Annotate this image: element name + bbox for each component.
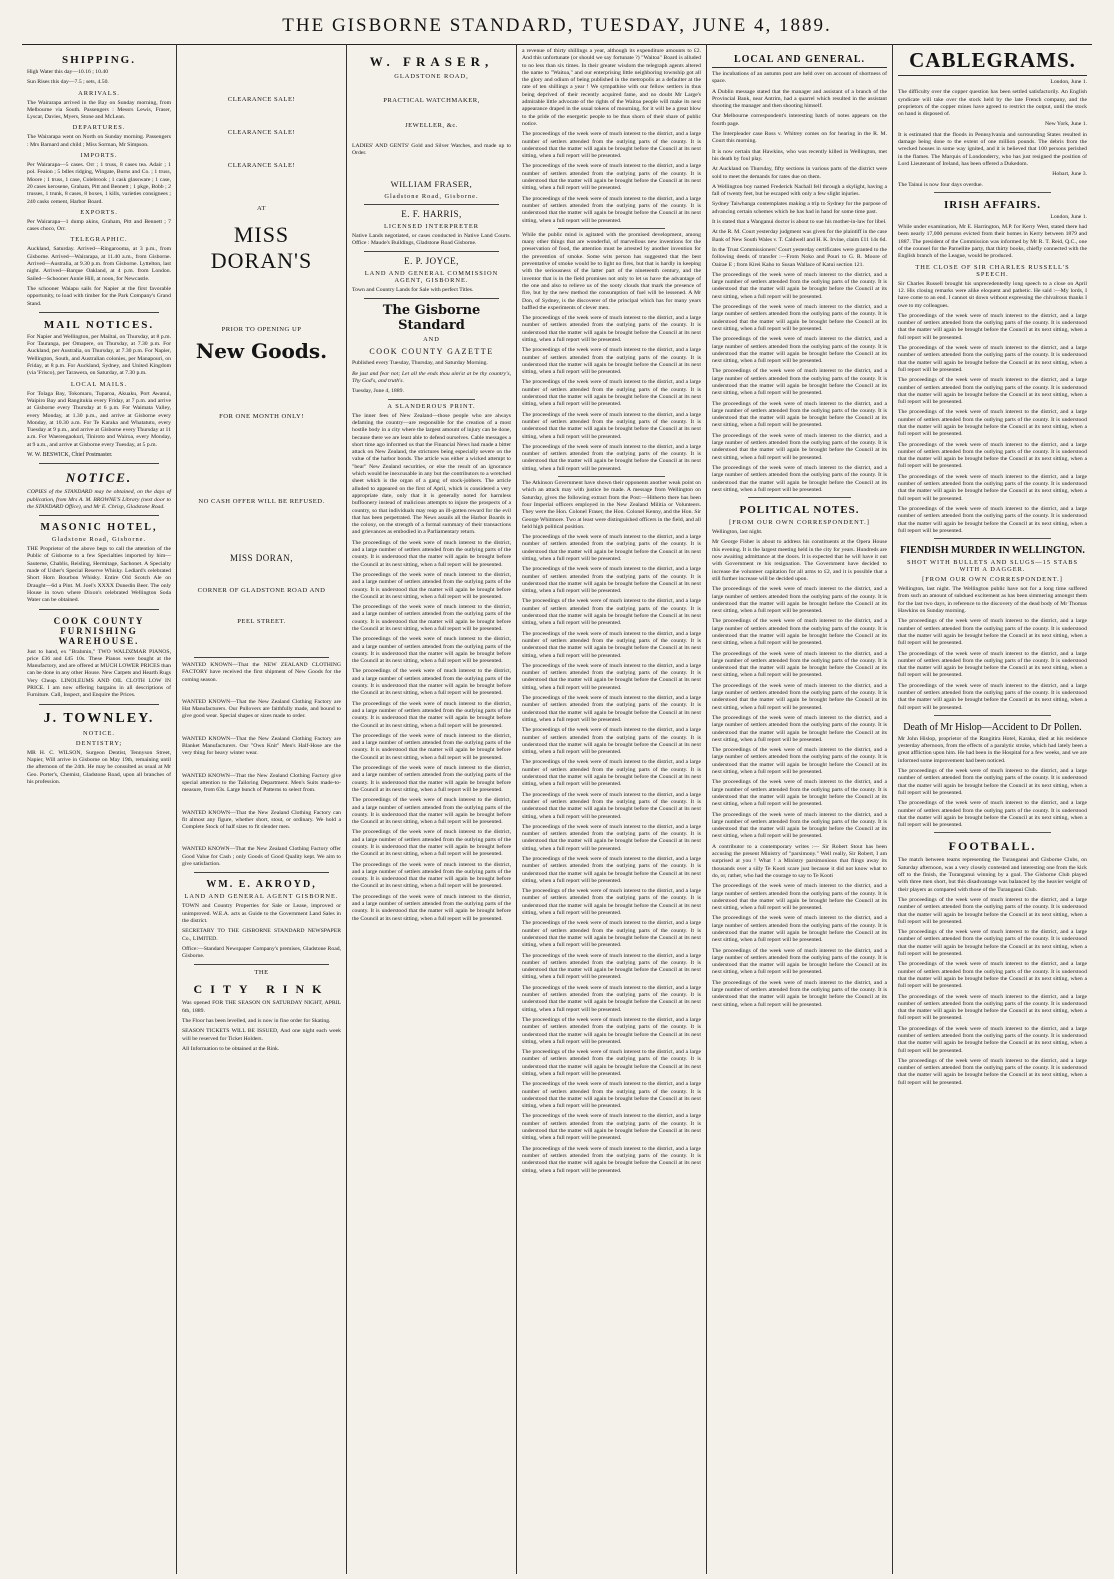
masonic-address: Gladstone Road, Gisborne. [51, 536, 147, 544]
filler-text: The proceedings of the week were of much interest to the district, and a large number of settlers attended from the outlying parts of the county. It is understood that the matter will again be brought before the Council at its next sitting, when a full report will be presented. [712, 586, 887, 615]
departures-text: The Wairarapa went on North on Sunday morning. Passengers : Mrs Barnard and child ; Miss Sorman, Mr Simpson. [27, 134, 171, 148]
filler-text: The proceedings of the week were of much interest to the district, and a large number of settlers attended from the outlying parts of the county. It is understood that the matter will again be brought before the Council at its next sitting, when a full report will be presented. [712, 432, 887, 461]
filler-text: The proceedings of the week were of much interest to the district, and a large number of settlers attended from the outlying parts of the county. It is understood that the matter will again be brought before the Council at its next sitting, when a full report will be presented. [522, 315, 701, 343]
dateline: Tuesday, June 4, 1889. [352, 388, 404, 395]
clearance-sale-1: CLEARANCE SALE! [227, 96, 296, 103]
notice-heading: NOTICE. [65, 470, 133, 486]
columns [22, 44, 1092, 1574]
fiendish-murder-subheading: SHOT WITH BULLETS AND SLUGS—15 STABS WITH A DAGGER. [906, 559, 1079, 574]
filler-text: The proceedings of the week were of much interest to the district, and a large number of settlers attended from the outlying parts of the county. It is understood that the matter will again be brought before the Council at its next sitting, when a full report will be presented. [352, 861, 511, 890]
filler-text: The proceedings of the week were of much interest to the district, and a large number of settlers attended from the outlying parts of the county. It is understood that the matter will again be brought before the Council at its next sitting, when a full report will be presented. [712, 271, 887, 300]
rink-info: All Information to be obtained at the Rink. [182, 1045, 280, 1052]
filler-text: The proceedings of the week were of much interest to the district, and a large number of settlers attended from the outlying parts of the county. It is understood that the matter will again be brought before the Council at its next sitting, when a full report will be presented. [522, 1049, 701, 1077]
filler-text: The proceedings of the week were of much interest to the district, and a large number of settlers attended from the outlying parts of the county. It is understood that the matter will again be brought before the Council at its next sitting, when a full report will be presented. [712, 650, 887, 679]
cable-text: It is estimated that the floods in Pennsylvania and surrounding States resulted in damage being done to the extent of one million pounds. The debris from the wrecked houses in some way ignited, and it is believed that 100 persons perished in the flames. The Marquis of Londonderry, who has just resigned the position of Lord Lieutenant of Ireland, has been offered a Dukedom. [898, 131, 1087, 167]
filler-text: The proceedings of the week were of much interest to the district, and a large number of settlers attended from the outlying parts of the county. It is understood that the matter will again be brought before the Council at its next sitting, when a full report will be presented. [352, 571, 511, 600]
filler-text: The proceedings of the week were of much interest to the district, and a large number of settlers attended from the outlying parts of the county. It is understood that the matter will again be brought before the Council at its next sitting, when a full report will be presented. [522, 534, 701, 562]
cablegrams-heading: CABLEGRAMS. [898, 48, 1087, 76]
filler-text: The proceedings of the week were of much interest to the district, and a large number of settlers attended from the outlying parts of the county. It is understood that the matter will again be brought before the Council at its next sitting, when a full report will be presented. [898, 993, 1087, 1022]
no-cash-offer: NO CASH OFFER WILL BE REFUSED. [198, 498, 325, 505]
political-notes-heading: POLITICAL NOTES. [739, 504, 860, 517]
cable-text: The Tainui is now four days overdue. [898, 181, 983, 188]
watchmaker-line: PRACTICAL WATCHMAKER, [383, 97, 480, 104]
local-item: Our Melbourne correspondent's interesting batch of notes appears on the fourth page. [712, 113, 887, 127]
filler-text: The proceedings of the week were of much interest to the district, and a large number of settlers attended from the outlying parts of the county. It is understood that the matter will again be brought before the Council at its next sitting, when a full report will be presented. [712, 714, 887, 743]
filler-text: The proceedings of the week were of much interest to the district, and a large number of settlers attended from the outlying parts of the county. It is understood that the matter will again be brought before the Council at its next sitting, when a full report will be presented. [522, 411, 701, 440]
column-cablegrams [892, 44, 1092, 1574]
peel-street: PEEL STREET. [237, 618, 286, 625]
filler-text: The proceedings of the week were of much interest to the district, and a large number of settlers attended from the outlying parts of the county. It is understood that the matter will again be brought before the Council at its next sitting, when a full report will be presented. [898, 409, 1087, 438]
football-heading: FOOTBALL. [948, 839, 1037, 854]
filler-text: The proceedings of the week were of much interest to the district, and a large number of settlers attended from the outlying parts of the county. It is understood that the matter will again be brought before the Council at its next sitting, when a full report will be presented. [712, 979, 887, 1008]
filler-text: The proceedings of the week were of much interest to the district, and a large number of settlers attended from the outlying parts of the county. It is understood that the matter will again be brought before the Council at its next sitting, when a full report will be presented. [898, 682, 1087, 711]
fiendish-murder-text: Wellington, last night. The Wellington public have not for a long time suffered from such an amount of subdued excitement as has been simmering amongst them for the last two days, in reference to the discovery of the dead body of Mr Thomas Hawkins on Sunday morning. [898, 586, 1087, 615]
filler-text: The proceedings of the week were of much interest to the district, and a large number of settlers attended from the outlying parts of the county. It is understood that the matter will again be brought before the Council at its next sitting, when a full report will be presented. [522, 195, 701, 224]
irish-text: While under examination, Mr E. Harrington, M.P. for Kerry West, stated there had been nearly 17,000 persons evicted from their homes in Kerry between 1879 and 1887. The president of the Commission was informed by Mr R. T. Reid, Q.C., one of the counsel for the Parnellite party, that thirty books, chiefly connected with the English branch of the League, would be produced. [898, 224, 1087, 260]
filler-text: The proceedings of the week were of much interest to the district, and a large number of settlers attended from the outlying parts of the county. It is understood that the matter will again be brought before the Council at its next sitting, when a full report will be presented. [898, 929, 1087, 958]
local-item: A Dublin message stated that the manager and assistant of a branch of the Provincial Bank, near Antrim, had a quarrel which resulted in the assistant shooting the manager and then shooting himself. [712, 88, 887, 110]
filler-text: The proceedings of the week were of much interest to the district, and a large number of settlers attended from the outlying parts of the county. It is understood that the matter will again be brought before the Council at its next sitting, when a full report will be presented. [712, 304, 887, 332]
at-label: AT [256, 205, 267, 212]
filler-text: The proceedings of the week were of much interest to the district, and a large number of settlers attended from the outlying parts of the county. It is understood that the matter will again be brought before the Council at its next sitting, when a full report will be presented. [898, 312, 1087, 341]
telegraphic-heading: TELEGRAPHIC. [70, 236, 128, 244]
filler-text: The proceedings of the week were of much interest to the district, and a large number of settlers attended from the outlying parts of the county. It is understood that the matter will again be brought before the Council at its next sitting, when a full report will be presented. [712, 779, 887, 808]
divider [39, 609, 159, 610]
local-item: At the R. M. Court yesterday judgment was given for the plaintiff in the case Bank of New South Wales v. T. Caldwell and H. K. Irvine, claim £11 14s 6d. [712, 229, 887, 243]
filler-text: The proceedings of the week were of much interest to the district, and a large number of settlers attended from the outlying parts of the county. It is understood that the matter will again be brought before the Council at its next sitting, when a full report will be presented. [522, 1145, 701, 1174]
filler-text: The proceedings of the week were of much interest to the district, and a large number of settlers attended from the outlying parts of the county. It is understood that the matter will again be brought before the Council at its next sitting, when a full report will be presented. [898, 377, 1087, 406]
cook-county-heading: COOK COUNTY FURNISHING WAREHOUSE. [53, 615, 145, 646]
postmaster: W. W. BESWICK, Chief Postmaster. [27, 451, 113, 458]
local-general-heading: LOCAL AND GENERAL. [712, 54, 887, 68]
filler-text: The proceedings of the week were of much interest to the district, and a large number of settlers attended from the outlying parts of the county. It is understood that the matter will again be brought before the Council at its next sitting, when a full report will be presented. [898, 345, 1087, 373]
miss-dorans-heading: MISS DORAN'S [210, 222, 313, 273]
local-item: The Interpleader case Ross v. Whitrey comes on for hearing in the R. M. Court this morning. [712, 131, 887, 145]
filler-text: The proceedings of the week were of much interest to the district, and a large number of settlers attended from the outlying parts of the county. It is understood that the matter will again be brought before the Council at its next sitting, when a full report will be presented. [522, 920, 701, 949]
divider [39, 463, 159, 464]
fiendish-murder-source: [FROM OUR OWN CORRESPONDENT.] [922, 576, 1063, 584]
death-heading: Death of Mr Hislop—Accident to Dr Pollen. [903, 721, 1082, 733]
divider [748, 497, 851, 498]
divider [558, 476, 665, 477]
cable-date: London, June 1. [1050, 79, 1087, 85]
arrivals-text: The Wairarapa arrived in the Bay on Sunday morning, from Melbourne via South. Passengers : Messrs Lewis, Fraser, Lyscar, Davies, Myers, Stone and McLean. [27, 99, 171, 121]
filler-text: The proceedings of the week were of much interest to the district, and a large number of settlers attended from the outlying parts of the county. It is understood that the matter will again be brought before the Council at its next sitting, when a full report will be presented. [712, 811, 887, 840]
filler-text: The proceedings of the week were of much interest to the district, and a large number of settlers attended from the outlying parts of the county. It is understood that the matter will again be brought before the Council at its next sitting, when a full report will be presented. [522, 727, 701, 756]
smoke-text: While the public mind is agitated with the promised development, among many other things that are wonderful, of marvellous new inventions for the preservation of food, the attention must be arrested by another invention for the prevention of smoke. Some wits person has suggested that the best preventative of smoke would be to light no fires, but that is hardly in keeping with the seriousness of the latter part of the nineteenth century, and the inventor that is in the field promises not only to let us have the advantage of the one and also to relieve us of the sooty clouds that mark the presence of fire, but by the new method the consumption of fuel will be lessened. A Mr Don, of Sydney, is the discoverer of the principal which has for many years baffled the experiments of clever men. [522, 231, 701, 311]
filler-text: The proceedings of the week were of much interest to the district, and a large number of settlers attended from the outlying parts of the county. It is understood that the matter will again be brought before the Council at its next sitting, when a full report will be presented. [522, 163, 701, 192]
office-line: Office:—Standard Newspaper Company's premises, Gladstone Road, Gisborne. [182, 945, 341, 960]
divider [364, 298, 499, 299]
political-date: Wellington, last night. [712, 529, 763, 536]
cable-date: London, June 1. [1050, 213, 1087, 220]
divider [934, 832, 1051, 833]
divider [39, 704, 159, 705]
filler-text: The proceedings of the week were of much interest to the district, and a large number of settlers attended from the outlying parts of the county. It is understood that the matter will again be brought before the Council at its next sitting, when a full report will be presented. [522, 1113, 701, 1142]
filler-text: The proceedings of the week were of much interest to the district, and a large number of settlers attended from the outlying parts of the county. It is understood that the matter will again be brought before the Council at its next sitting, when a full report will be presented. [712, 368, 887, 397]
football-text: The match between teams representing the Turanganui and Gisborne Clubs, on Saturday afternoon, was a very closely contested and interesting one from the kick off to the finish, the Turanganui winning by a goal. The Gisborne Club played with three men short, but this disadvantage was balanced by the heavier weight of their players as compared with those of the Turanganui Club. [898, 857, 1087, 893]
masthead: THE GISBORNE STANDARD, TUESDAY, JUNE 4, 1889. [282, 15, 832, 36]
divider [934, 715, 1051, 716]
filler-text: The proceedings of the week were of much interest to the district, and a large number of settlers attended from the outlying parts of the county. It is understood that the matter will again be brought before the Council at its next sitting, when a full report will be presented. [522, 379, 701, 408]
imports-heading: IMPORTS. [80, 152, 118, 160]
divider [194, 964, 329, 965]
corner-line: CORNER OF GLADSTONE ROAD AND [197, 587, 326, 594]
local-mails-heading: LOCAL MAILS. [70, 380, 128, 388]
wanted-known-2: WANTED KNOWN—That the New Zealand Clothing Factory are Hat Manufacturers. Our Pullovers are faithfully made, and bound to give good wear. Special shapes or sizes made to order. [182, 698, 341, 720]
filler-text: The proceedings of the week were of much interest to the district, and a large number of settlers attended from the outlying parts of the county. It is understood that the matter will again be brought before the Council at its next sitting, when a full report will be presented. [522, 443, 701, 472]
spacer [182, 48, 341, 92]
filler-text: The proceedings of the week were of much interest to the district, and a large number of settlers attended from the outlying parts of the county. It is understood that the matter will again be brought before the Council at its next sitting, when a full report will be presented. [522, 791, 701, 820]
filler-text: The proceedings of the week were of much interest to the district, and a large number of settlers attended from the outlying parts of the county. It is understood that the matter will again be brought before the Council at its next sitting, when a full report will be presented. [898, 1057, 1087, 1086]
cable-text: The difficulty over the copper question has been settled satisfactorily. An English syndicate will take over the stock held by the late French company, and the proprietors of the copper mines have agreed to restrict the output, until the stock on hand is disposed of. [898, 89, 1087, 118]
dentistry-heading: DENTISTRY; [75, 739, 123, 747]
filler-text: The proceedings of the week were of much interest to the district, and a large number of settlers attended from the outlying parts of the county. It is understood that the matter will again be brought before the Council at its next sitting, when a full report will be presented. [712, 400, 887, 429]
wanted-known-6: WANTED KNOWN—That the New Zealand Clothing Factory offer Good Value for Cash ; only Goods of Good Quality kept. We aim to give satisfaction. [182, 846, 341, 868]
filler-text: The proceedings of the week were of much interest to the district, and a large number of settlers attended from the outlying parts of the county. It is understood that the matter will again be brought before the Council at its next sitting, when a full report will be presented. [352, 604, 511, 632]
harris-title: LICENSED INTERPRETER [383, 222, 480, 230]
filler-text: The proceedings of the week were of much interest to the district, and a large number of settlers attended from the outlying parts of the county. It is understood that the matter will again be brought before the Council at its next sitting, when a full report will be presented. [898, 505, 1087, 534]
harris-text: Native Lands negotiated, or cases conducted in Native Land Courts. Office : Maude's Buildings, Gladstone Road Gisborne. [352, 232, 511, 246]
divider [194, 657, 329, 658]
filler-text: The proceedings of the week were of much interest to the district, and a large number of settlers attended from the outlying parts of the county. It is understood that the matter will again be brought before the Council at its next sitting, when a full report will be presented. [898, 800, 1087, 829]
departures-heading: DEPARTURES. [72, 124, 126, 132]
filler-text: The proceedings of the week were of much interest to the district, and a large number of settlers attended from the outlying parts of the county. It is understood that the matter will again be brought before the Council at its next sitting, when a full report will be presented. [522, 952, 701, 981]
filler-text: The proceedings of the week were of much interest to the district, and a large number of settlers attended from the outlying parts of the county. It is understood that the matter will again be brought before the Council at its next sitting, when a full report will be presented. [898, 896, 1087, 925]
shipping-heading: SHIPPING. [62, 54, 136, 66]
filler-text: The proceedings of the week were of much interest to the district, and a large number of settlers attended from the outlying parts of the county. It is understood that the matter will again be brought before the Council at its next sitting, when a full report will be presented. [712, 336, 887, 365]
wanted-known-5: WANTED KNOWN—That the New Zealand Clothing Factory can fit almost any figure, whether short, stout, or ordinary. We hold a Complete Stock of half sizes to fit slender men. [182, 809, 341, 831]
defence-text: The Atkinson Government have shown their opponents another weak point on which an attack may with justice be made. A message from Wellington on Saturday, gives the following extract from the Post:—Hitherto there has been four Imperial officers employed in the New Zealand Militia or Volunteers. They were the Hon. Colonel Fraser, the Hon. Colonel Kenny, and the Hon. Sir George Whitmore. Two at least were distinguished officers in the field, and all held high political position. [522, 480, 701, 530]
local-item: It is now certain that Hawkins, who was recently killed in Wellington, met his death by foul play. [712, 148, 887, 162]
filler-text: The proceedings of the week were of much interest to the district, and a large number of settlers attended from the outlying parts of the county. It is understood that the matter will again be brought before the Council at its next sitting, when a full report will be presented. [352, 797, 511, 826]
the-label: THE [254, 969, 269, 977]
filler-text: The proceedings of the week were of much interest to the district, and a large number of settlers attended from the outlying parts of the county. It is understood that the matter will again be brought before the Council at its next sitting, when a full report will be presented. [522, 823, 701, 852]
divider [364, 251, 499, 252]
filler-text: The proceedings of the week were of much interest to the district, and a large number of settlers attended from the outlying parts of the county. It is understood that the matter will again be brought before the Council at its next sitting, when a full report will be presented. [352, 829, 511, 858]
watches-line: LADIES' AND GENTS' Gold and Silver Watches, and made up to Order. [352, 143, 511, 157]
secretary-line: SECRETARY TO THE GISBORNE STANDARD NEWSPAPER Co., LIMITED. [182, 928, 341, 942]
political-text: Mr George Fisher is about to address his constituents at the Opera House this evening. It is the largest meeting held in the city for years. Hundreds are now awaiting admittance at the doors. It is expected that he will have it out with Government re his resignation. The Government have decided to increase the volunteer capitation for all arms to £2, and it is possible that a still further increase will be decided upon. [712, 539, 887, 582]
clearance-sale-2: CLEARANCE SALE! [227, 129, 296, 136]
filler-text: The proceedings of the week were of much interest to the district, and a large number of settlers attended from the outlying parts of the county. It is understood that the matter will again be brought before the Council at its next sitting, when a full report will be presented. [522, 131, 701, 160]
rink-floor: The Floor has been levelled, and is now in fine order for Skating. [182, 1018, 331, 1025]
divider [194, 872, 329, 873]
local-item: Sydney Taiwhanga contemplates making a trip to Sydney for the purpose of advancing certain schemes which he has had in hand for some time past. [712, 201, 887, 215]
column-editorial [346, 44, 516, 1574]
local-item: In the Trust Commissioners' Court yesterday certificates were granted to the following deeds of transfer :—From Noko and Pouri to G. R. Moore of Oairae E ; from Kirei Kaho to Susan Wallace of Katui section 121. [712, 246, 887, 268]
divider [39, 312, 159, 313]
notice-subheading: NOTICE. [82, 729, 116, 737]
paper-title: The Gisborne Standard [382, 303, 481, 334]
column-advertisements [176, 44, 346, 1574]
william-fraser: WILLIAM FRASER, [390, 178, 473, 189]
filler-text: The proceedings of the week were of much interest to the district, and a large number of settlers attended from the outlying parts of the county. It is understood that the matter will again be brought before the Council at its next sitting, when a full report will be presented. [352, 765, 511, 793]
filler-text: The proceedings of the week were of much interest to the district, and a large number of settlers attended from the outlying parts of the county. It is understood that the matter will again be brought before the Council at its next sitting, when a full report will be presented. [522, 984, 701, 1013]
filler-text: The proceedings of the week were of much interest to the district, and a large number of settlers attended from the outlying parts of the county. It is understood that the matter will again be brought before the Council at its next sitting, when a full report will be presented. [712, 915, 887, 944]
filler-text: The proceedings of the week were of much interest to the district, and a large number of settlers attended from the outlying parts of the county. It is understood that the matter will again be brought before the Council at its next sitting, when a full report will be presented. [522, 598, 701, 627]
filler-text: The proceedings of the week were of much interest to the district, and a large number of settlers attended from the outlying parts of the county. It is understood that the matter will again be brought before the Council at its next sitting, when a full report will be presented. [898, 618, 1087, 647]
clearance-sale-3: CLEARANCE SALE! [227, 162, 296, 169]
filler-text: The proceedings of the week were of much interest to the district, and a large number of settlers attended from the outlying parts of the county. It is understood that the matter will again be brought before the Council at its next sitting, when a full report will be presented. [522, 855, 701, 884]
filler-text: The proceedings of the week were of much interest to the district, and a large number of settlers attended from the outlying parts of the county. It is understood that the matter will again be brought before the Council at its next sitting, when a full report will be presented. [898, 650, 1087, 679]
harris-heading: E. F. HARRIS, [401, 208, 462, 219]
filler-text: The proceedings of the week were of much interest to the district, and a large number of settlers attended from the outlying parts of the county. It is understood that the matter will again be brought before the Council at its next sitting, when a full report will be presented. [352, 636, 511, 665]
published-line: Published every Tuesday, Thursday, and Saturday Morning. [352, 360, 488, 367]
new-goods-heading: New Goods. [195, 339, 328, 363]
one-month-only: FOR ONE MONTH ONLY! [219, 413, 304, 420]
imports-text: Per Wairarapa—5 cases. Orr ; 1 truss, 8 cases tea. Adair ; 1 pol. Feaion ; 5 bdles ridging, Wingate, Burns and Co. ; 1 truss, Moore ; 1 truss, 1 case, Colebrook ; 1 cask glassware ; 1 case, 20 cases kerosene, Graham, Pitt and Bennett ; 1 pkge, Bobb ; 2 trusses, 1 trunk, 8 cases, 8 boxes, 1 kills, varieties consignees ; 240 casks cement, Harbor Board. [27, 162, 171, 205]
filler-text: The proceedings of the week were of much interest to the district, and a large number of settlers attended from the outlying parts of the county. It is understood that the matter will again be brought before the Council at its next sitting, when a full report will be presented. [522, 1081, 701, 1110]
fraser-address: GLADSTONE ROAD, [394, 73, 469, 80]
miss-doran-name: MISS DORAN, [229, 553, 293, 563]
masonic-text: THE Proprietor of the above begs to call the attention of the Public of Gisborne to a few Specialties imported by him— Sauterne, Chablis, Reisling, Hermitage, Sachonet. A Specialty made of Usher's Special Reserve Whisky. Lediard's celebrated Short Horn Bourbon Whisky. Entire Old Scotch Ale on Draught—6d a Pint. M. Joel's XXXX Dunedin Beer. The only House in town where Dixon's celebrated Wellington Soda Water can be obtained. [27, 546, 171, 604]
tide-line: High Water this day—10.16 ; 10.40 [27, 69, 109, 75]
wanted-known-1: WANTED KNOWN—That the NEW ZEALAND CLOTHING FACTORY have received the first shipment of New Goods for the coming season. [182, 662, 341, 683]
filler-text: The proceedings of the week were of much interest to the district, and a large number of settlers attended from the outlying parts of the county. It is understood that the matter will again be brought before the Council at its next sitting, when a full report will be presented. [712, 464, 887, 493]
exports-text: Per Wairarapa—1 dump akins, Graham, Pitt and Bennett ; 7 cases choco, Orr. [27, 218, 171, 233]
filler-text: The proceedings of the week were of much interest to the district, and a large number of settlers attended from the outlying parts of the county. It is understood that the matter will again be brought before the Council at its next sitting, when a full report will be presented. [352, 893, 511, 922]
season-tickets: SEASON TICKETS WILL BE ISSUED, And one night each week will be reserved for Ticket Holders. [182, 1028, 341, 1042]
fraser-heading: W. FRASER, [369, 54, 494, 69]
filler-text: The proceedings of the week were of much interest to the district, and a large number of settlers attended from the outlying parts of the county. It is understood that the matter will again be brought before the Council at its next sitting, when a full report will be presented. [522, 662, 701, 691]
local-item: It is stated that a Wanganui doctor is about to sue his mother-in-law for libel. [712, 219, 887, 226]
filler-text: The proceedings of the week were of much interest to the district, and a large number of settlers attended from the outlying parts of the county. It is understood that the matter will again be brought before the Council at its next sitting, when a full report will be presented. [712, 883, 887, 912]
filler-text: The proceedings of the week were of much interest to the district, and a large number of settlers attended from the outlying parts of the county. It is understood that the matter will again be brought before the Council at its next sitting, when a full report will be presented. [522, 695, 701, 723]
filler-text: The proceedings of the week were of much interest to the district, and a large number of settlers attended from the outlying parts of the county. It is understood that the matter will again be brought before the Council at its next sitting, when a full report will be presented. [522, 347, 701, 376]
divider [934, 538, 1051, 539]
wanted-known-3: WANTED KNOWN—That the New Zealand Clothing Factory are Blanket Manufacturers. Our "Own Knit" Men's Half-Hose are the very thing for heavy winter wear. [182, 735, 341, 757]
cable-date: New York, June 1. [1044, 121, 1087, 128]
filler-text: The proceedings of the week were of much interest to the district, and a large number of settlers attended from the outlying parts of the county. It is understood that the matter will again be brought before the Council at its next sitting, when a full report will be presented. [898, 441, 1087, 470]
divider [364, 204, 499, 205]
filler-text: The proceedings of the week were of much interest to the district, and a large number of settlers attended from the outlying parts of the county. It is understood that the matter will again be brought before the Council at its next sitting, when a full report will be presented. [352, 539, 511, 568]
filler-text: The proceedings of the week were of much interest to the district, and a large number of settlers attended from the outlying parts of the county. It is understood that the matter will again be brought before the Council at its next sitting, when a full report will be presented. [898, 473, 1087, 502]
cook-county-text: Just to hand, ex "Brahmin," TWO WALDZMAR PIANOS, price £36 and £45 10s. These Pianos were bought at the Manufactory, and are offered at MUCH LOWER PRICES than can be done in any other House. New Carpets and Hearth Rugs Very Cheap. LINOLEUMS AND OIL CLOTH LOW IN PRICE. I am now offering bargains in all descriptions of Furniture. Call, Inspect, and Enquire the Prices. [27, 648, 171, 699]
prior-to-opening: PRIOR TO OPENING UP [221, 326, 302, 333]
dentistry-text: MR H. C. WILSON, Surgeon Dentist, Tennyson Street, Napier, Will arrive in Gisborne on May 19th, remaining until the afternoon of the 24th. He may be consulted as usual at Mr Geo. Porter's, Chemist, Gladstone Road, upon all branches of his profession. [27, 749, 171, 785]
william-fraser-address: Gladstone Road, Gisborne. [384, 192, 479, 200]
telegraphic-text: Auckland, Saturday. Arrived—Ringarooma, at 3 p.m., from Gisborne. Arrived—Wairarapa, at 11.40 a.m., from Gisborne. Arrived—Australia, at 9.30 p.m. from Gisborne. Lyttelton, last night. Arrived—Barque Oakland, at 4 p.m. from London. Sailed—Schooner Annie Hill, at noon, for Newcastle. [27, 246, 171, 282]
joyce-text: Town and Country Lands for Sale with perfect Titles. [352, 287, 474, 294]
rink-text: Was opened FOR THE SEASON ON SATURDAY NIGHT, APRIL 6th, 1889. [182, 1000, 341, 1014]
cable-date: Hobart, June 3. [1052, 171, 1087, 178]
mail-heading: MAIL NOTICES. [43, 318, 155, 331]
joyce-title: LAND AND GENERAL COMMISSION AGENT, GISBORNE. [364, 270, 499, 285]
local-item: The incubations of an autumn post are held over on account of shortness of space. [712, 71, 887, 85]
filler-text: The proceedings of the week were of much interest to the district, and a large number of settlers attended from the outlying parts of the county. It is understood that the matter will again be brought before the Council at its next sitting, when a full report will be presented. [712, 747, 887, 776]
column-editorial-continued [516, 44, 706, 1574]
mail-text: For Napier and Wellington, per Mailtai, on Thursday, at 8 p.m. For Tauranga, per Omapere, on Thursday, at 7.30 p.m. For Auckland, per Australia, on Thursday, at 7.30 p.m. For Napier, Wellington, South, and Australian colonies, per Manapouri, on Friday, at 8 p.m. For Auckland, Sydney, and United Kingdom (via 'Frisco), per Tarawera, on Saturday, at 7.30 p.m. [27, 333, 171, 377]
local-item: A Wellington boy named Frederick Nachall fell through a skylight, having a fall of twenty feet, but he escaped with only a few slight injuries. [712, 183, 887, 198]
akroyd-heading: WM. E. AKROYD, [206, 879, 317, 891]
filler-text: The proceedings of the week were of much interest to the district, and a large number of settlers attended from the outlying parts of the county. It is understood that the matter will again be brought before the Council at its next sitting, when a full report will be presented. [898, 1025, 1087, 1054]
filler-text: The proceedings of the week were of much interest to the district, and a large number of settlers attended from the outlying parts of the county. It is understood that the matter will again be brought before the Council at its next sitting, when a full report will be presented. [898, 961, 1087, 990]
cook-county-gazette: COOK COUNTY GAZETTE [369, 347, 494, 357]
divider [934, 192, 1051, 193]
notice-text: COPIES of the STANDARD may be obtained, on the days of publication, from Mrs A. M. BROWNE'S Library (next door to the STANDARD Office), and Mr E. Chrisp, Gladstone Road. [27, 489, 171, 510]
schooner-text: The schooner Waiapu sails for Napier at the first favorable opportunity, to load with timber for the Park Company's Grand Stand. [27, 285, 171, 307]
filler-text: The proceedings of the week were of much interest to the district, and a large number of settlers attended from the outlying parts of the county. It is understood that the matter will again be brought before the Council at its next sitting, when a full report will be presented. [712, 947, 887, 976]
irish-affairs-heading: IRISH AFFAIRS. [944, 198, 1041, 211]
divider [39, 515, 159, 516]
divider [388, 399, 475, 400]
masonic-heading: MASONIC HOTEL, [40, 522, 158, 534]
filler-text: The proceedings of the week were of much interest to the district, and a large number of settlers attended from the outlying parts of the county. It is understood that the matter will again be brought before the Council at its next sitting, when a full report will be presented. [522, 759, 701, 788]
akroyd-subheading: LAND AND GENERAL AGENT GISBORNE. [184, 893, 339, 901]
contributor-text: A contributor to a contemporary writes :— Sir Robert Stout has been accusing the present Ministry of "parsimony." Well really, Sir Robert, I am surprised at you ! What ! a Ministry parsimonious that flings away its thousands over a silly Te Kooti scare just because it did not know what to do, or, rather, who had the courage to say to Te Kooti [712, 843, 887, 879]
filler-text: The proceedings of the week were of much interest to the district, and a large number of settlers attended from the outlying parts of the county. It is understood that the matter will again be brought before the Council at its next sitting, when a full report will be presented. [522, 566, 701, 595]
russell-text: Sir Charles Russell brought his unprecedentedly long speech to a close on April 12. His closing remarks were alike eloquent and pathetic. He said :—My lords, I have come to an end. I cannot sit down without expressing the chivalrous thanks I owe to my colleagues. [898, 280, 1087, 309]
sun-line: Sun Rises this day—7.5 ; sets, 4.50. [27, 79, 109, 86]
column-local-news [706, 44, 892, 1574]
lead-text: The inner fees of New Zealand—those people who are always defaming the country—are responsible for the creation of a most hostile body in a city where the largest amount of injury can be done, because there we are least able to defend ourselves. Cable messages a short time ago informed us that the Financial News had made a bitter attack on New Zealand, the strictures being especially severe on the value of the harbor bonds. The article was either a wicked attempt to "bear" New Zealand securities, or else the result of an ignorance which would be inexcusable in any but the contributors to a wretched sheet which is the organ of a gang of stock-jobbers. The article alluded to appeared on the first of April, which is considered a very appropriate date, only that it is generally noted for harmless buffoonery instead of malicious attempts to injure the prospects of a country, so that individuals may reap an ill-gotten reward for the evil that has been perpetrated. The News assails all the Harbor Boards in the colony, on the strength of a formal summary of their transactions and grievances as embodied in a Parliamentary return. [352, 412, 511, 536]
filler-text: The proceedings of the week were of much interest to the district, and a large number of settlers attended from the outlying parts of the county. It is understood that the matter will again be brought before the Council at its next sitting, when a full report will be presented. [352, 700, 511, 729]
filler-text: The proceedings of the week were of much interest to the district, and a large number of settlers attended from the outlying parts of the county. It is understood that the matter will again be brought before the Council at its next sitting, when a full report will be presented. [898, 768, 1087, 796]
local-mails-text: For Tolaga Bay, Tokomaru, Tuparoa, Akuaku, Port Awanui, Waipiro Bay and Rangitukia every Friday, at 7 p.m. and arrive at Gisborne every Thursday at 6 p.m. For Waimata Valley, every Monday, at 1.30 p.m., and arrive at Gisborne every Monday, at 10.30 a.m. For Te Karaka and Whatatutu, every Tuesday at 9 p.m., and arrive at Gisborne every Thursday at 11 a.m. For Waerengaokuri, Tiniroto and Wairoa, every Monday, at 9 a.m., and arrive at Gisborne every Tuesday, at 5 p.m. [27, 390, 171, 448]
political-source: [FROM OUR OWN CORRESPONDENT.] [729, 519, 870, 527]
exports-heading: EXPORTS. [80, 208, 118, 216]
filler-text: The proceedings of the week were of much interest to the district, and a large number of settlers attended from the outlying parts of the county. It is understood that the matter will again be brought before the Council at its next sitting, when a full report will be presented. [712, 682, 887, 711]
paper-and: AND [423, 336, 440, 344]
jeweller-line: JEWELLER, &c. [405, 122, 458, 129]
death-text: Mr John Hislop, proprietor of the Rangitira Hotel, Karaka, died at his residence yesterday afternoon, from the effects of a paralytic stroke, which had lately been a great affliction upon him. He had been in the Hospital for a few weeks, and we are informed some improvement had been noticed. [898, 735, 1087, 764]
russell-heading: THE CLOSE OF SIR CHARLES RUSSELL'S SPEECH. [915, 263, 1070, 278]
continued-text: a revenue of thirty shillings a year, although its expenditure amounts to £2. And this unfortunate (or should we say fortunate ?) "Waitoa" Board is alluded to no less than six times. In their greater wisdom the telegraph agents altered the name to "Waitoa," and our enterprising little neighboring township got all the glory and odium of being published in the metropolis as a defaulter at the rate of ten shillings a year ! We sympathise with our fellow settlers in thus being deprived of their recently acquired fame, and no doubt Mr Large's admirable little advocate of the rights of the Waitoa people will make its next appearance draped in the usual tokens of mourning, for it will be a great blow to the pride of the energetic people to be thus shorn of their share of public notice. [522, 48, 701, 127]
divider [558, 228, 665, 229]
akroyd-text: TOWN and Country Properties for Sale or Lease, improved or unimproved. W.E.A. acts as Guide to the Government Land Sales in the district. [182, 903, 341, 924]
filler-text: The proceedings of the week were of much interest to the district, and a large number of settlers attended from the outlying parts of the county. It is understood that the matter will again be brought before the Council at its next sitting, when a full report will be presented. [522, 1016, 701, 1045]
wanted-known-4: WANTED KNOWN—That the New Zealand Clothing Factory give special attention to the Tailoring Department. Men's Suits made-to-measure, from 63s. Large bunch of Patterns to select from. [182, 772, 341, 794]
local-item: At Auckland on Thursday, fifty sections in various parts of the district were sold to meet the demands for rates due on them. [712, 166, 887, 180]
joyce-heading: E. P. JOYCE, [404, 256, 459, 267]
filler-text: The proceedings of the week were of much interest to the district, and a large number of settlers attended from the outlying parts of the county. It is understood that the matter will again be brought before the Council at its next sitting, when a full report will be presented. [712, 618, 887, 647]
motto: Be just and fear not; Let all the ends thou aim'st at be thy country's, Thy God's, and truth's. [352, 370, 511, 385]
filler-text: The proceedings of the week were of much interest to the district, and a large number of settlers attended from the outlying parts of the county. It is understood that the matter will again be brought before the Council at its next sitting, when a full report will be presented. [522, 888, 701, 917]
filler-text: The proceedings of the week were of much interest to the district, and a large number of settlers attended from the outlying parts of the county. It is understood that the matter will again be brought before the Council at its next sitting, when a full report will be presented. [522, 630, 701, 659]
filler-text: The proceedings of the week were of much interest to the district, and a large number of settlers attended from the outlying parts of the county. It is understood that the matter will again be brought before the Council at its next sitting, when a full report will be presented. [352, 668, 511, 697]
city-rink-heading: CITY RINK [193, 982, 330, 997]
filler-text: The proceedings of the week were of much interest to the district, and a large number of settlers attended from the outlying parts of the county. It is understood that the matter will again be brought before the Council at its next sitting, when a full report will be presented. [352, 732, 511, 761]
column-shipping [22, 44, 176, 1574]
lead-title: A SLANDEROUS PRINT. [387, 402, 476, 410]
townley-heading: J. TOWNLEY. [43, 710, 155, 726]
fiendish-murder-heading: FIENDISH MURDER IN WELLINGTON. [900, 545, 1085, 557]
arrivals-heading: ARRIVALS. [78, 89, 120, 97]
